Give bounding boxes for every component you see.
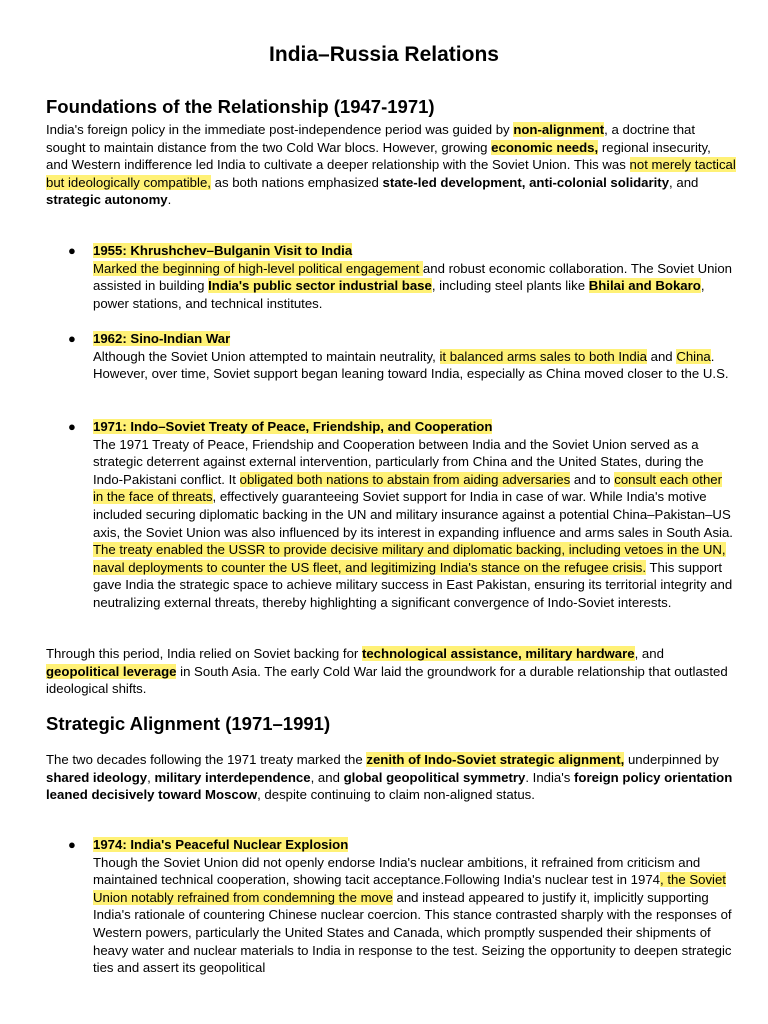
list-item-1974-nuclear: ● 1974: India's Peaceful Nuclear Explosion Though the Soviet Union did not openly endorse India's nuclear ambitions, it refrained from criticism and maintained technical cooperation, showing tacit acceptance.Following India's nuclear test in 1974, the Soviet Union notably refrained from condemning the move and instead appeared to justify it, implicitly supporting India's rationale of countering Chinese nuclear coercion. This stance contrasted sharply with the responses of Western powers, particularly the United States and Canada, which promptly suspended their shipments of heavy water and nuclear materials to India in response to the test. Seizing the opportunity to deepen strategic ties and assert its geopolitical [68,837,732,976]
bullet-icon: ● [68,243,76,258]
section-heading-strategic-alignment: Strategic Alignment (1971–1991) [46,713,331,734]
foundations-intro-paragraph: India's foreign policy in the immediate post-independence period was guided by non-alignment, a doctrine that sought to maintain distance from the two Cold War blocs. However, growing economic needs, regional insecurity, and Western indifference led India to cultivate a deeper relationship with the Soviet Union. This was not merely tactical but ideologically compatible, as both nations emphasized state-led development, anti-colonial solidarity, and strategic autonomy. [46,122,736,208]
foundations-closing-paragraph: Through this period, India relied on Soviet backing for technological assistance, military hardware, and geopolitical leverage in South Asia. The early Cold War laid the groundwork for a durable relationship that outlasted ideological shifts. [46,646,728,697]
list-item-title: 1971: Indo–Soviet Treaty of Peace, Friendship, and Cooperation [93,419,493,434]
bullet-icon: ● [68,419,76,434]
section-heading-foundations: Foundations of the Relationship (1947-1971) [46,96,435,117]
list-item-title: 1974: India's Peaceful Nuclear Explosion [93,837,349,852]
list-item-1962-war: ● 1962: Sino-Indian War Although the Soviet Union attempted to maintain neutrality, it balanced arms sales to both India and China. However, over time, Soviet support began leaning toward India, especially as China moved closer to the U.S. [68,331,729,382]
document-title: India–Russia Relations [269,43,499,66]
bullet-icon: ● [68,837,76,852]
bullet-icon: ● [68,331,76,346]
list-item-title: 1955: Khrushchev–Bulganin Visit to India [93,243,353,258]
list-item-title: 1962: Sino-Indian War [93,331,231,346]
strategic-intro-paragraph: The two decades following the 1971 treaty marked the zenith of Indo-Soviet strategic alignment, underpinned by shared ideology, military interdependence, and global geopolitical symmetry. India's foreign policy orientation leaned decisively toward Moscow, despite continuing to claim non-aligned status. [46,752,733,803]
list-item-1971-treaty: ● 1971: Indo–Soviet Treaty of Peace, Friendship, and Cooperation The 1971 Treaty of Peace, Friendship and Cooperation between India and the Soviet Union served as a strategic deterrent against external intervention, particularly from China and the United States, during the Indo-Pakistani conflict. It obligated both nations to abstain from aiding adversaries and to consult each other in the face of threats, effectively guaranteeing Soviet support for India in case of war. While India's motive included securing diplomatic backing in the UN and military insurance against a potential China–Pakistan–US axis, the Soviet Union was also influenced by its interest in expanding influence and arms sales in South Asia. The treaty enabled the USSR to provide decisive military and diplomatic backing, including vetoes in the UN, naval deployments to counter the US fleet, and legitimizing India's stance on the refugee crisis. This support gave India the strategic space to achieve military success in East Pakistan, ensuring its territorial integrity and neutralizing external threats, thereby highlighting a significant convergence of Indo-Soviet interests. [68,419,733,610]
list-item-1955-visit: ● 1955: Khrushchev–Bulganin Visit to India Marked the beginning of high-level political engagement and robust economic collaboration. The Soviet Union assisted in building India's public sector industrial base, including steel plants like Bhilai and Bokaro, power stations, and technical institutes. [68,243,733,311]
